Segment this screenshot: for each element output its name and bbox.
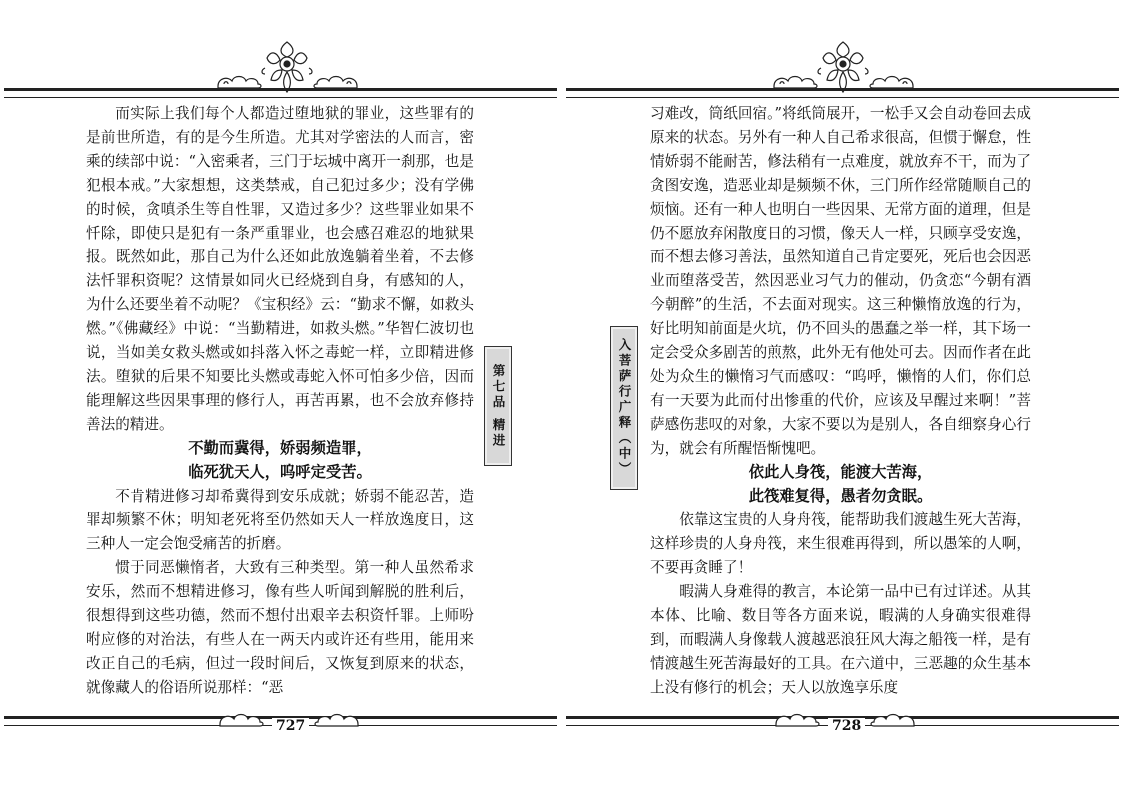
verse-line: 此筏难复得，愚者勿贪眠。 <box>748 486 933 505</box>
chapter-side-tab <box>484 346 512 466</box>
book-tab-label: 入菩萨行广释（中） <box>617 338 632 478</box>
paragraph: 暇满人身难得的教言，本论第一品中已有过详述。从其本体、比喻、数目等各方面来说，暇满的人身确实很难得到，而暇满人身像载人渡越恶浪狂风大海之船筏一样，是有情渡越生死苦海最好的工具。在六道中，三恶趣的众生基本上没有修行的机会；天人以放逸享乐度 <box>650 583 1031 696</box>
right-page <box>562 0 1123 794</box>
header-rule <box>566 88 1119 98</box>
cloud-ornament-icon <box>218 710 266 728</box>
left-body-text <box>86 102 474 700</box>
paragraph: 不肯精进修习却希冀得到安乐成就；娇弱不能忍苦，造罪却频繁不休；明知老死将至仍然如天人一样放逸度日，这三种人一定会饱受痛苦的折磨。 <box>86 487 474 553</box>
chapter-tab-label: 第七品 精进 <box>491 363 506 449</box>
paragraph: 依靠这宝贵的人身舟筏，能帮助我们渡越生死大苦海，这样珍贵的人身舟筏，来生很难再得到，所以愚笨的人啊，不要再贪睡了！ <box>650 511 1031 577</box>
paragraph: 习难改，筒纸回宿。”将纸筒展开，一松手又会自动卷回去成原来的状态。另外有一种人自己希求很高，但惯于懈怠，性情娇弱不能耐苦，修法稍有一点难度，就放弃不干，而为了贪图安逸，造恶业却是频频不休，三门所作经常随顺自己的烦恼。还有一种人也明白一些因果、无常方面的道理，但是仍不愿放弃闲散度日的习惯，像天人一样，只顾享受安逸，而不想去修习善法，虽然知道自己肯定要死，死后也会因恶业而堕落受苦，然因恶业习气力的催动，仍贪恋“今朝有酒今朝醉”的生活，不去面对现实。这三种懒惰放逸的行为，好比明知前面是火坑，仍不回头的愚蠢之举一样，其下场一定会受众多剧苦的煎熬，此外无有他处可去。因而作者在此处为众生的懒惰习气而感叹：“呜呼，懒惰的人们，你们总有一天要为此而付出惨重的代价，应该及早醒过来啊！”菩萨感伤悲叹的对象，大家不要以为是别人，各自细察身心行为，就会有所醒悟惭愧吧。 <box>650 105 1031 457</box>
paragraph: 而实际上我们每个人都造过堕地狱的罪业，这些罪有的是前世所造，有的是今生所造。尤其对学密法的人而言，密乘的续部中说：“入密乘者，三门于坛城中离开一刹那，也是犯根本戒。”大家想想，这类禁戒，自己犯过多少；没有学佛的时候，贪嗔杀生等自性罪，又造过多少？这些罪业如果不忏除，即使只是犯有一条严重罪业，也会感召难忍的地狱果报。既然如此，那自己为什么还如此放逸躺着坐着，不去修法忏罪积资呢？这情景如同火已经烧到自身，有感知的人，为什么还要坐着不动呢？《宝积经》云：“勤求不懈，如救头燃。”《佛藏经》中说：“当勤精进，如救头燃。”华智仁波切也说，当如美女救头燃或如抖落入怀之毒蛇一样，立即精进修法。堕狱的后果不知要比头燃或毒蛇入怀可怕多少倍，因而能理解这些因果事理的修行人，再苦再累，也不会放弃修持善法的精进。 <box>86 105 474 433</box>
verse-line: 临死犹天人，呜呼定受苦。 <box>188 462 372 481</box>
cloud-ornament-icon <box>774 710 822 728</box>
page-number: 728 <box>828 718 865 734</box>
header-rule <box>4 88 557 98</box>
verse-line: 不勤而冀得，娇弱频造罪， <box>188 438 372 457</box>
cloud-ornament-icon <box>868 710 916 728</box>
book-side-tab <box>610 326 638 490</box>
verse-line: 依此人身筏，能渡大苦海， <box>748 462 933 481</box>
cloud-ornament-icon <box>312 710 360 728</box>
paragraph: 惯于同恶懒惰者，大致有三种类型。第一种人虽然希求安乐，然而不想精进修习，像有些人听闻到解脱的胜利后，很想得到这些功德，然而不想付出艰辛去积资忏罪。上师吩咐应修的对治法，有些人在一两天内或许还有些用，能用来改正自己的毛病，但过一段时间后，又恢复到原来的状态，就像藏人的俗语所说那样：“恶 <box>86 559 474 696</box>
page-number: 727 <box>272 718 309 734</box>
left-page <box>0 0 561 794</box>
right-body-text <box>650 102 1031 700</box>
